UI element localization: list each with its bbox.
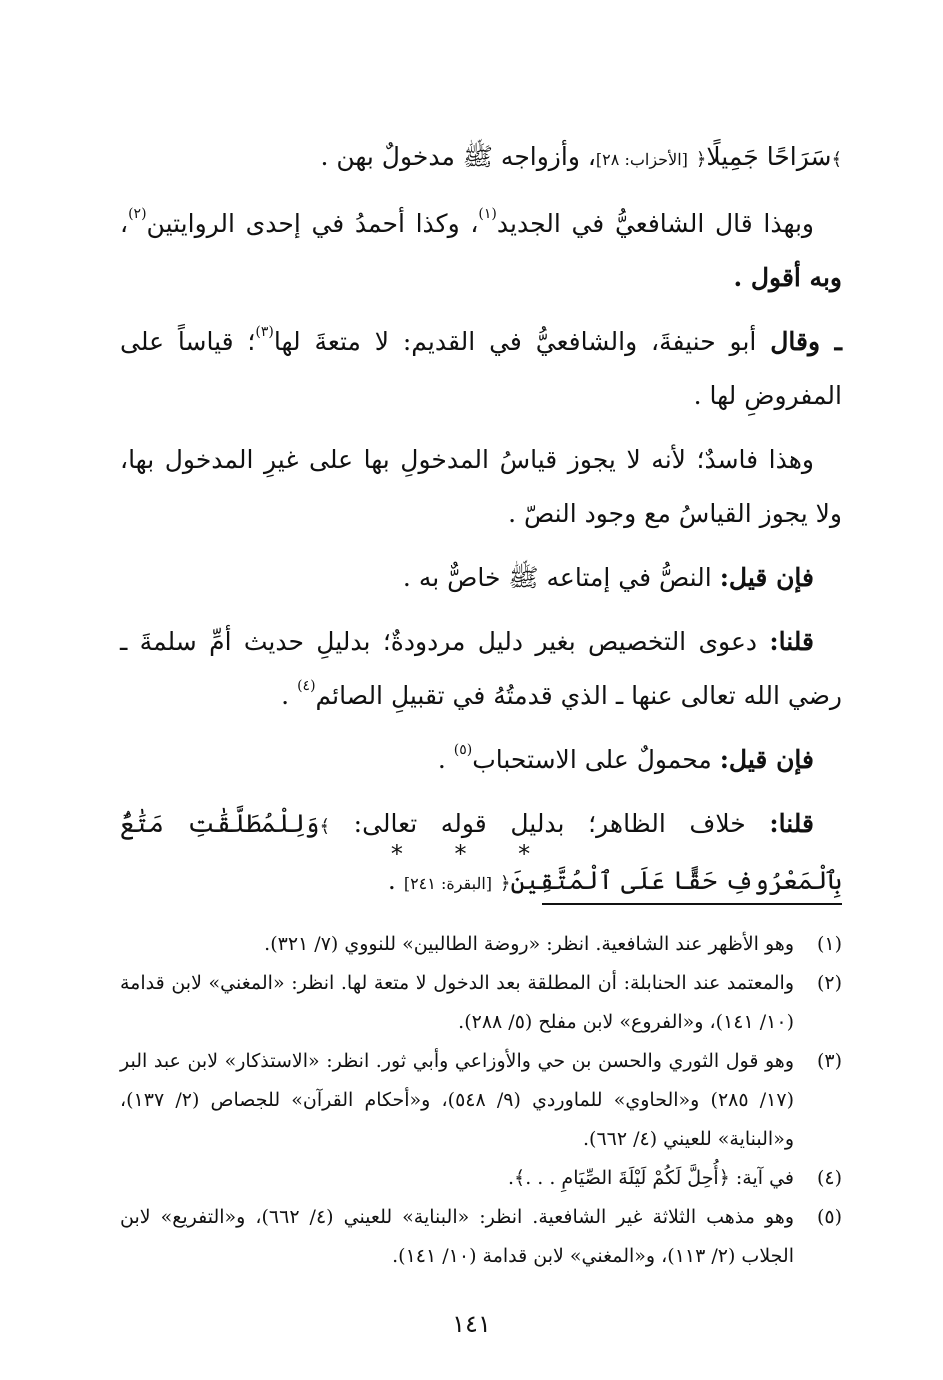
footnote-text: والمعتمد عند الحنابلة: أن المطلقة بعد الدخول لا متعة لها. انظر: «المغني» لابن قدامة (١٠/ ١٤١)، و«الفروع» لابن مفلح (٥/ ٢٨٨). [120, 972, 794, 1033]
footnotes [120, 925, 842, 1276]
page-number: ١٤١ [452, 1310, 491, 1338]
paragraph-1 [120, 130, 842, 187]
paragraph-7-text-b: . [437, 745, 454, 774]
footnote-item [120, 1042, 842, 1159]
paragraph-3 [120, 315, 842, 423]
footnote-number: (٤) [816, 1167, 842, 1189]
footnote-divider [542, 903, 842, 905]
main-text [120, 130, 842, 921]
footnote-text: وهو مذهب الثلاثة غير الشافعية. انظر: «البناية» للعيني (٤/ ٦٦٢)، و«التفريع» لابن الجلاب (٢/ ١١٣)، و«المغني» لابن قدامة (١٠/ ١٤١). [120, 1206, 794, 1267]
footnote-item [120, 964, 842, 1042]
footnote-item [120, 1159, 842, 1198]
footnote-number: (١) [816, 933, 842, 955]
footnote-ref-5: (٥) [453, 742, 473, 758]
paragraph-4-text: وهذا فاسدٌ؛ لأنه لا يجوز قياسُ المدخولِ بها على غيرِ المدخول بها، ولا يجوز القياسُ مع وجود النصّ . [120, 445, 842, 528]
paragraph-3-text-a: أبو حنيفةَ، والشافعيُّ في القديم: لا متعةَ لها [273, 327, 757, 356]
footnote-item [120, 1198, 842, 1276]
quran-bracket-open-2: ﴾ [319, 816, 330, 837]
footnote-ref-4: (٤) [297, 678, 316, 694]
paragraph-2-text-b: ، وكذا أحمدُ في إحدى الروايتين [146, 209, 479, 238]
paragraph-3-text-b: ؛ قياساً على المفروضِ لها . [120, 327, 842, 410]
paragraph-7 [120, 733, 842, 787]
paragraph-6-text-b: . [281, 681, 298, 710]
footnote-text: وهو قول الثوري والحسن بن حي والأوزاعي وأبي ثور. انظر: «الاستذكار» لابن عبد البر (١٧/ ٢٨٥) و«الحاوي» للماوردي (٩/ ٥٤٨)، و«أحكام القرآن» للجصاص (٢/ ١٣٧)، و«البناية» للعيني (٤/ ٦٦٢). [120, 1050, 794, 1150]
footnote-ref-3: (٣) [255, 324, 274, 340]
paragraph-5 [120, 551, 842, 605]
footnote-number: (٣) [816, 1050, 842, 1072]
footnote-text: وهو الأظهر عند الشافعية. انظر: «روضة الطالبين» للنووي (٧/ ٣٢١). [264, 933, 794, 955]
paragraph-6-text-a: دعوى التخصيص بغير دليل مردودةٌ؛ بدليلِ حديث أمِّ سلمةَ ـ رضي الله تعالى عنها ـ الذي قدمتُهُ في تقبيلِ الصائم [120, 627, 842, 710]
paragraph-2 [120, 197, 842, 305]
footnote-ref-1: (١) [478, 206, 497, 222]
paragraph-8-lead: قلنا: [769, 809, 814, 838]
paragraph-5-lead: فإن قيل: [719, 563, 814, 592]
paragraph-4 [120, 433, 842, 541]
paragraph-5-text: النصُّ في إمتاعه ﷺ خاصٌّ به . [402, 563, 712, 592]
paragraph-2-conclusion: وبه أقول . [733, 263, 842, 292]
section-separator: * * * [390, 840, 553, 868]
quran-quote-2: وَلِلْمُطَلَّقَٰتِ مَتَٰعٌۢ بِٱلْمَعْرُوفِ حَقًّا عَلَى ٱلْمُتَّقِينَ [120, 809, 842, 895]
paragraph-8-text-a: خلاف الظاهر؛ بدليل قوله تعالى: [353, 809, 746, 838]
paragraph-7-lead: فإن قيل: [719, 745, 814, 774]
footnote-number: (٥) [816, 1206, 842, 1228]
paragraph-3-lead: ـ وقال [770, 327, 842, 356]
quran-reference: [الأحزاب: ٢٨] [595, 150, 688, 169]
footnote-text: في آية: ﴿أُحِلَّ لَكُمْ لَيْلَةَ الصِّيَامِ . . .﴾. [508, 1167, 794, 1189]
quran-bracket-close-2: ﴿ [499, 873, 511, 894]
footnote-number: (٢) [816, 972, 842, 994]
paragraph-2-text-c: ، [120, 209, 129, 238]
quran-bracket-open: ﴾ [831, 149, 842, 170]
quran-reference-2: [البقرة: ٢٤١] [403, 874, 493, 893]
paragraph-2-text-a: وبهذا قال الشافعيُّ في الجديد [496, 209, 814, 238]
paragraph-6-lead: قلنا: [769, 627, 815, 656]
paragraph-6 [120, 615, 842, 723]
quran-bracket-close: ﴿ [695, 149, 707, 170]
quran-quote: سَرَاحًا جَمِيلًا [706, 142, 832, 171]
paragraph-1-text: ، وأزواجه ﷺ مدخولٌ بهن . [320, 142, 596, 171]
paragraph-7-text-a: محمولٌ على الاستحباب [472, 745, 712, 774]
footnote-item [120, 925, 842, 964]
footnote-ref-2: (٢) [128, 206, 147, 222]
paragraph-8-end: . [387, 866, 404, 895]
